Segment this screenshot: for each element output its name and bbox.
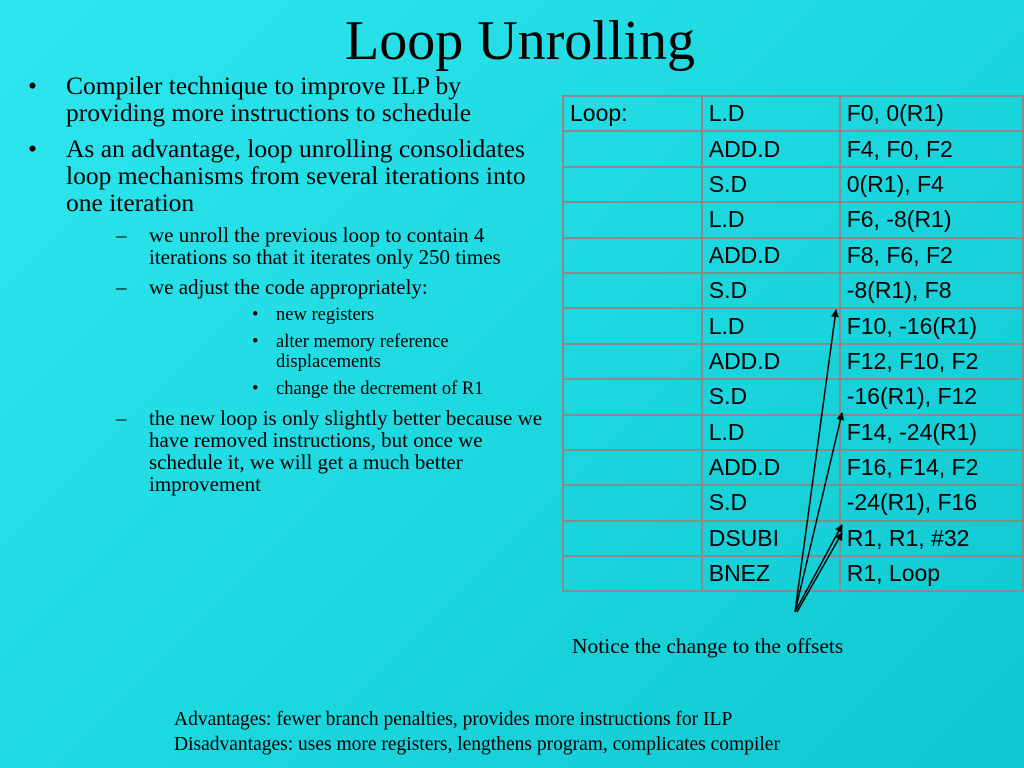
code-row [563, 344, 1023, 379]
sub-sub-bullet-text: change the decrement of R1 [276, 379, 484, 399]
label-cell [563, 308, 702, 343]
sub-sub-bullet-text: new registers [276, 305, 375, 325]
sub-bullet-text: the new loop is only slightly better because we have removed instructions, but once we schedule it, we will get a much better improvement [149, 406, 543, 496]
code-row [563, 415, 1023, 450]
offsets-note: Notice the change to the offsets [572, 634, 844, 658]
dash-marker: – [116, 406, 127, 430]
operands-cell: F4, F0, F2 [840, 131, 1023, 166]
dash-marker: – [116, 223, 127, 247]
code-row [563, 450, 1023, 485]
bullet-item [28, 72, 548, 126]
opcode-cell: S.D [702, 273, 840, 308]
code-row [563, 521, 1023, 556]
operands-cell: F16, F14, F2 [840, 450, 1023, 485]
opcode-cell: S.D [702, 485, 840, 520]
operands-cell: F6, -8(R1) [840, 202, 1023, 237]
operands-cell: -8(R1), F8 [840, 273, 1023, 308]
bullet-marker: • [252, 332, 259, 352]
label-cell [563, 202, 702, 237]
label-cell: Loop: [563, 96, 702, 131]
bullet-list [28, 72, 548, 504]
label-cell [563, 556, 702, 591]
label-cell [563, 521, 702, 556]
opcode-cell: ADD.D [702, 131, 840, 166]
opcode-cell: ADD.D [702, 450, 840, 485]
label-cell [563, 485, 702, 520]
slide-title: Loop Unrolling [345, 10, 695, 72]
bullet-marker: • [28, 71, 37, 100]
opcode-cell: L.D [702, 415, 840, 450]
operands-cell: R1, Loop [840, 556, 1023, 591]
opcode-cell: L.D [702, 96, 840, 131]
operands-cell: F0, 0(R1) [840, 96, 1023, 131]
label-cell [563, 450, 702, 485]
sub-bullet-item [66, 407, 548, 495]
operands-cell: -16(R1), F12 [840, 379, 1023, 414]
bullet-marker: • [28, 134, 37, 163]
dash-marker: – [116, 275, 127, 299]
disadvantages-line: Disadvantages: uses more registers, lengthens program, complicates compiler [174, 734, 780, 755]
code-row [563, 238, 1023, 273]
operands-cell: F12, F10, F2 [840, 344, 1023, 379]
label-cell [563, 167, 702, 202]
sub-sub-bullet-item [149, 332, 548, 372]
operands-cell: -24(R1), F16 [840, 485, 1023, 520]
opcode-cell: BNEZ [702, 556, 840, 591]
bullet-marker: • [252, 379, 259, 399]
opcode-cell: S.D [702, 379, 840, 414]
opcode-cell: L.D [702, 202, 840, 237]
code-row [563, 379, 1023, 414]
sub-bullet-item [66, 276, 548, 399]
code-row [563, 131, 1023, 166]
bullet-item [28, 135, 548, 495]
operands-cell: F10, -16(R1) [840, 308, 1023, 343]
opcode-cell: DSUBI [702, 521, 840, 556]
code-row [563, 485, 1023, 520]
unrolled-loop-code-table [562, 95, 1024, 592]
sub-sub-bullet-item [149, 305, 548, 325]
code-row [563, 167, 1023, 202]
bullet-text: As an advantage, loop unrolling consolidates loop mechanisms from several iterations into one iteration [66, 134, 526, 217]
advantages-line: Advantages: fewer branch penalties, provides more instructions for ILP [174, 709, 733, 730]
code-row [563, 556, 1023, 591]
sub-sub-bullet-item [149, 379, 548, 399]
sub-bullet-text: we unroll the previous loop to contain 4 iterations so that it iterates only 250 times [149, 223, 501, 269]
footer-notes [174, 707, 780, 757]
opcode-cell: ADD.D [702, 344, 840, 379]
label-cell [563, 131, 702, 166]
label-cell [563, 273, 702, 308]
opcode-cell: L.D [702, 308, 840, 343]
operands-cell: R1, R1, #32 [840, 521, 1023, 556]
bullet-marker: • [252, 305, 259, 325]
label-cell [563, 238, 702, 273]
bullet-text: Compiler technique to improve ILP by providing more instructions to schedule [66, 71, 472, 127]
code-row [563, 308, 1023, 343]
label-cell [563, 415, 702, 450]
opcode-cell: ADD.D [702, 238, 840, 273]
operands-cell: F8, F6, F2 [840, 238, 1023, 273]
code-row [563, 96, 1023, 131]
code-row [563, 202, 1023, 237]
code-row [563, 273, 1023, 308]
opcode-cell: S.D [702, 167, 840, 202]
label-cell [563, 344, 702, 379]
label-cell [563, 379, 702, 414]
operands-cell: F14, -24(R1) [840, 415, 1023, 450]
operands-cell: 0(R1), F4 [840, 167, 1023, 202]
sub-sub-bullet-text: alter memory reference displacements [276, 332, 449, 372]
sub-bullet-text: we adjust the code appropriately: [149, 275, 428, 299]
sub-bullet-item [66, 224, 548, 268]
